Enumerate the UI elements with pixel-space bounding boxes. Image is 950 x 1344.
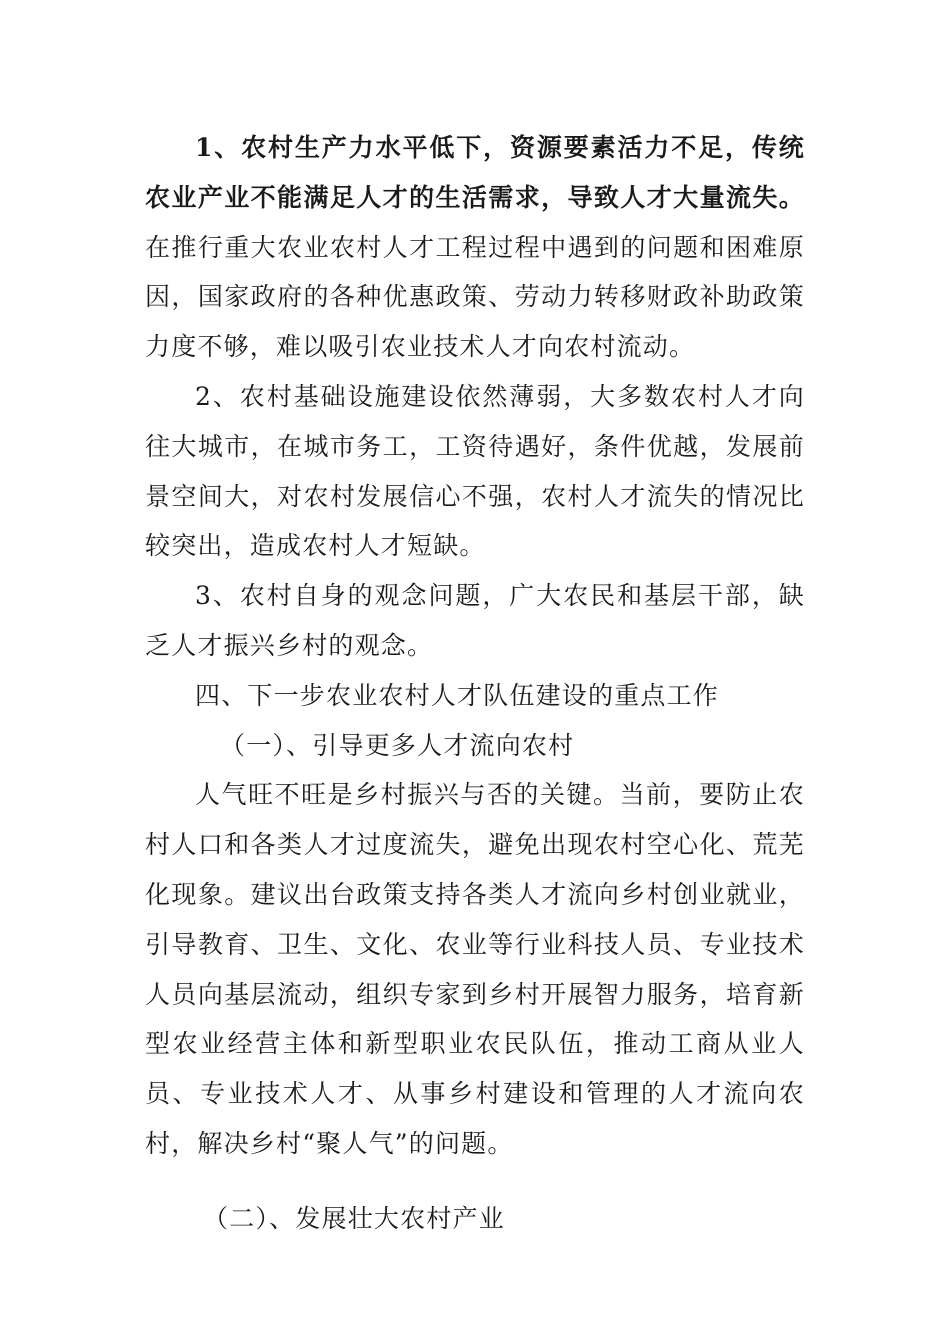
- paragraph-4: 人气旺不旺是乡村振兴与否的关键。当前，要防止农村人口和各类人才过度流失，避免出现农村空心化、荒芜化现象。建议出台政策支持各类人才流向乡村创业就业，引导教育、卫生、文化、农业等行业科技人员、专业技术人员向基层流动，组织专家到乡村开展智力服务，培育新型农业经营主体和新型职业农民队伍，推动工商从业人员、专业技术人才、从事乡村建设和管理的人才流向农村，解决乡村“聚人气”的问题。: [145, 780, 805, 1158]
- paragraph-3: 3、农村自身的观念问题，广大农民和基层干部，缺乏人才振兴乡村的观念。: [145, 581, 805, 660]
- document-body: [145, 123, 805, 1244]
- paragraph-1: [145, 123, 805, 372]
- paragraph-1-text: 在推行重大农业农村人才工程过程中遇到的问题和困难原因，国家政府的各种优惠政策、劳动力转移财政补助政策力度不够，难以吸引农业技术人才向农村流动。: [145, 232, 805, 362]
- paragraph-1-bold-lead: 1、农村生产力水平低下，资源要素活力不足，传统农业产业不能满足人才的生活需求，导致人才大量流失。: [145, 133, 805, 212]
- section-4-heading: 四、下一步农业农村人才队伍建设的重点工作: [195, 680, 720, 710]
- subheading-2: （二）、发展壮大农村产业: [203, 1203, 505, 1233]
- subheading-1: （一）、引导更多人才流向农村: [220, 730, 575, 760]
- paragraph-2: 2、农村基础设施建设依然薄弱，大多数农村人才向往大城市，在城市务工，工资待遇好，条件优越，发展前景空间大，对农村发展信心不强，农村人才流失的情况比较突出，造成农村人才短缺。: [145, 381, 805, 561]
